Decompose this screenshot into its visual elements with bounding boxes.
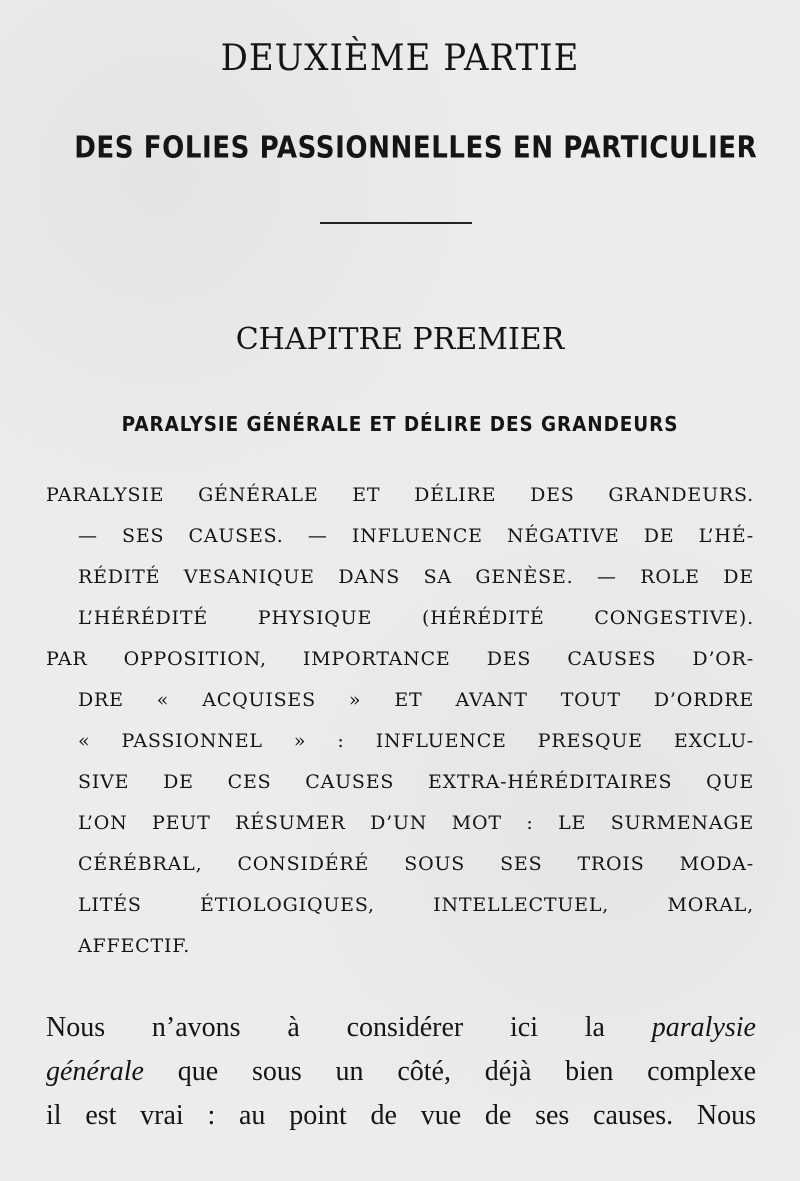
summary-line: RÉDITÉ VESANIQUE DANS SA GENÈSE. — ROLE DE (78, 566, 754, 588)
summary-line: L’HÉRÉDITÉ PHYSIQUE (HÉRÉDITÉ CONGESTIVE). (78, 607, 754, 629)
summary-line: CÉRÉBRAL, CONSIDÉRÉ SOUS SES TROIS MODA- (78, 853, 754, 875)
summary-line: — SES CAUSES. — INFLUENCE NÉGATIVE DE L’HÉ- (78, 525, 754, 547)
section-divider (320, 222, 472, 224)
summary-line: PAR OPPOSITION, IMPORTANCE DES CAUSES D’OR- (46, 648, 754, 670)
summary-line: AFFECTIF. (78, 935, 191, 957)
body-line (46, 1052, 756, 1092)
body-italic-span: générale (46, 1056, 144, 1087)
body-text-span: que sous un côté, déjà bien complexe (143, 1056, 756, 1087)
body-text-span: Nous n’avons à considérer ici la (46, 1012, 652, 1043)
summary-line: SIVE DE CES CAUSES EXTRA-HÉRÉDITAIRES QUE (78, 771, 754, 793)
chapter-subtitle: PARALYSIE GÉNÉRALE ET DÉLIRE DES GRANDEURS (121, 412, 679, 436)
summary-line: LITÉS ÉTIOLOGIQUES, INTELLECTUEL, MORAL, (78, 894, 754, 916)
summary-line: DRE « ACQUISES » ET AVANT TOUT D’ORDRE (78, 689, 754, 711)
summary-line: PARALYSIE GÉNÉRALE ET DÉLIRE DES GRANDEURS. (46, 484, 754, 506)
chapter-title: CHAPITRE PREMIER (235, 322, 565, 357)
summary-line: L’ON PEUT RÉSUMER D’UN MOT : LE SURMENAGE (78, 812, 754, 834)
body-line: il est vrai : au point de vue de ses causes. Nous (46, 1100, 756, 1131)
body-italic-span: paralysie (651, 1012, 756, 1043)
summary-line: « PASSIONNEL » : INFLUENCE PRESQUE EXCLU- (78, 730, 754, 752)
part-subtitle: DES FOLIES PASSIONNELLES EN PARTICULIER (74, 129, 758, 165)
part-title: DEUXIÈME PARTIE (220, 36, 580, 80)
body-line (46, 1008, 756, 1048)
